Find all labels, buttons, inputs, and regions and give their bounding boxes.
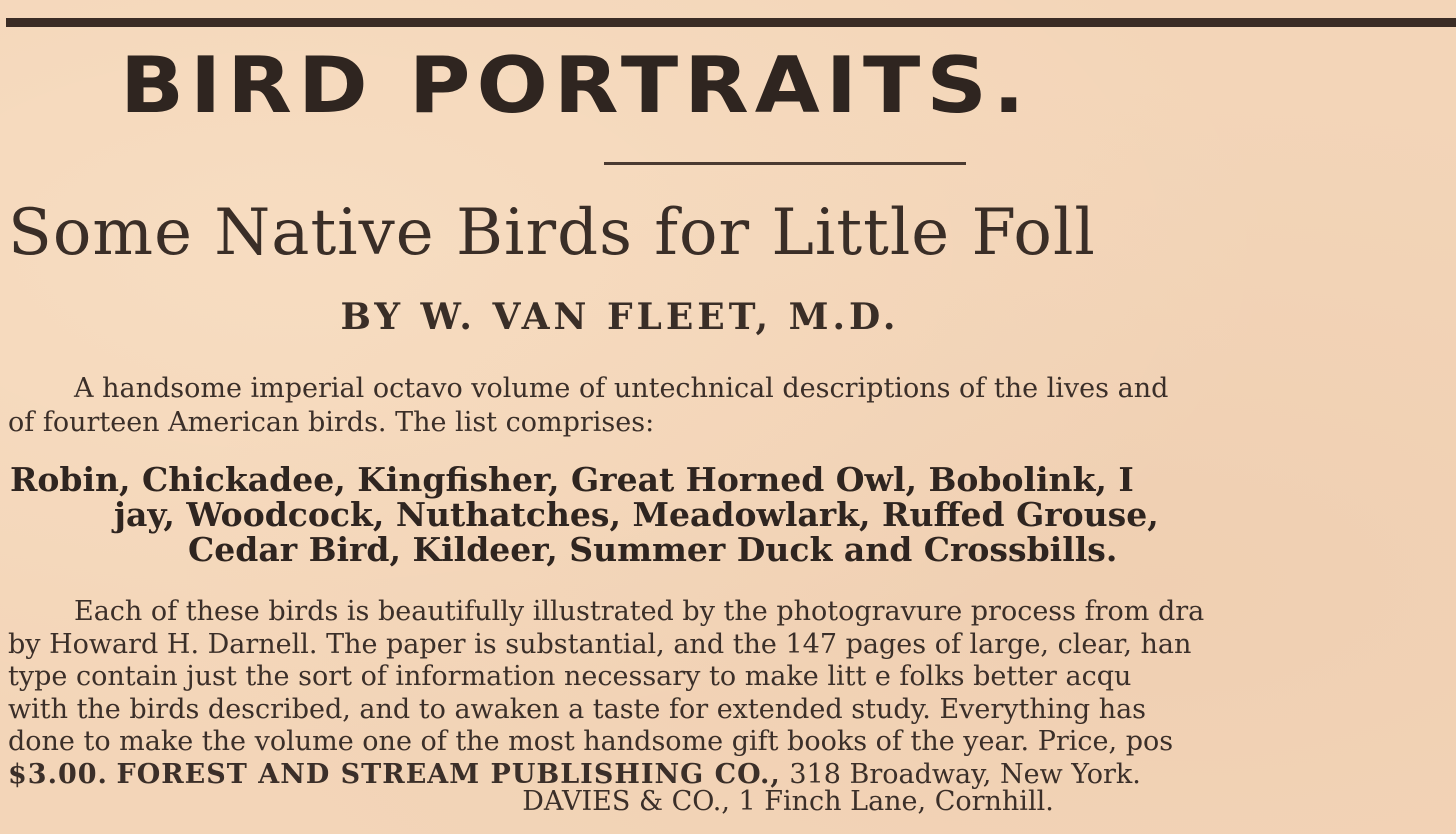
divider-rule xyxy=(604,162,966,165)
body-line: by Howard H. Darnell. The paper is substantial, and the 147 pages of large, clear, han xyxy=(8,628,1192,660)
publisher-address: 318 Broadway, New York. xyxy=(789,758,1141,790)
intro-line: A handsome imperial octavo volume of untechnical descriptions of the lives and xyxy=(74,373,1169,404)
author-byline: BY W. VAN FLEET, M.D. xyxy=(340,296,900,338)
bird-list-line: Cedar Bird, Kildeer, Summer Duck and Crossbills. xyxy=(188,530,1118,569)
bird-list-line: jay, Woodcock, Nuthatches, Meadowlark, Ruffed Grouse, xyxy=(114,495,1159,534)
intro-paragraph xyxy=(8,372,1456,440)
top-rule xyxy=(6,18,1456,27)
body-line: type contain just the sort of information necessary to make litt e folks better acqu xyxy=(8,661,1132,692)
headline: BIRD PORTRAITS. xyxy=(120,40,1031,131)
description-paragraph xyxy=(8,596,1456,791)
agent-line: DAVIES & CO., 1 Finch Lane, Cornhill. xyxy=(522,786,1054,817)
intro-line: of fourteen American birds. The list comprises: xyxy=(8,407,655,438)
body-line: Each of these birds is beautifully illustrated by the photogravure process from dra xyxy=(74,596,1205,627)
bird-list xyxy=(10,462,1456,567)
publisher-name: FOREST AND STREAM PUBLISHING CO., xyxy=(116,758,781,790)
price: $3.00. xyxy=(8,758,108,790)
bird-list-line: Robin, Chickadee, Kingfisher, Great Horned Owl, Bobolink, I xyxy=(10,460,1134,499)
body-line: done to make the volume one of the most handsome gift books of the year. Price, pos xyxy=(8,726,1174,757)
subtitle: Some Native Birds for Little Foll xyxy=(8,196,1096,270)
body-line: with the birds described, and to awaken a taste for extended study. Everything has xyxy=(8,693,1147,725)
